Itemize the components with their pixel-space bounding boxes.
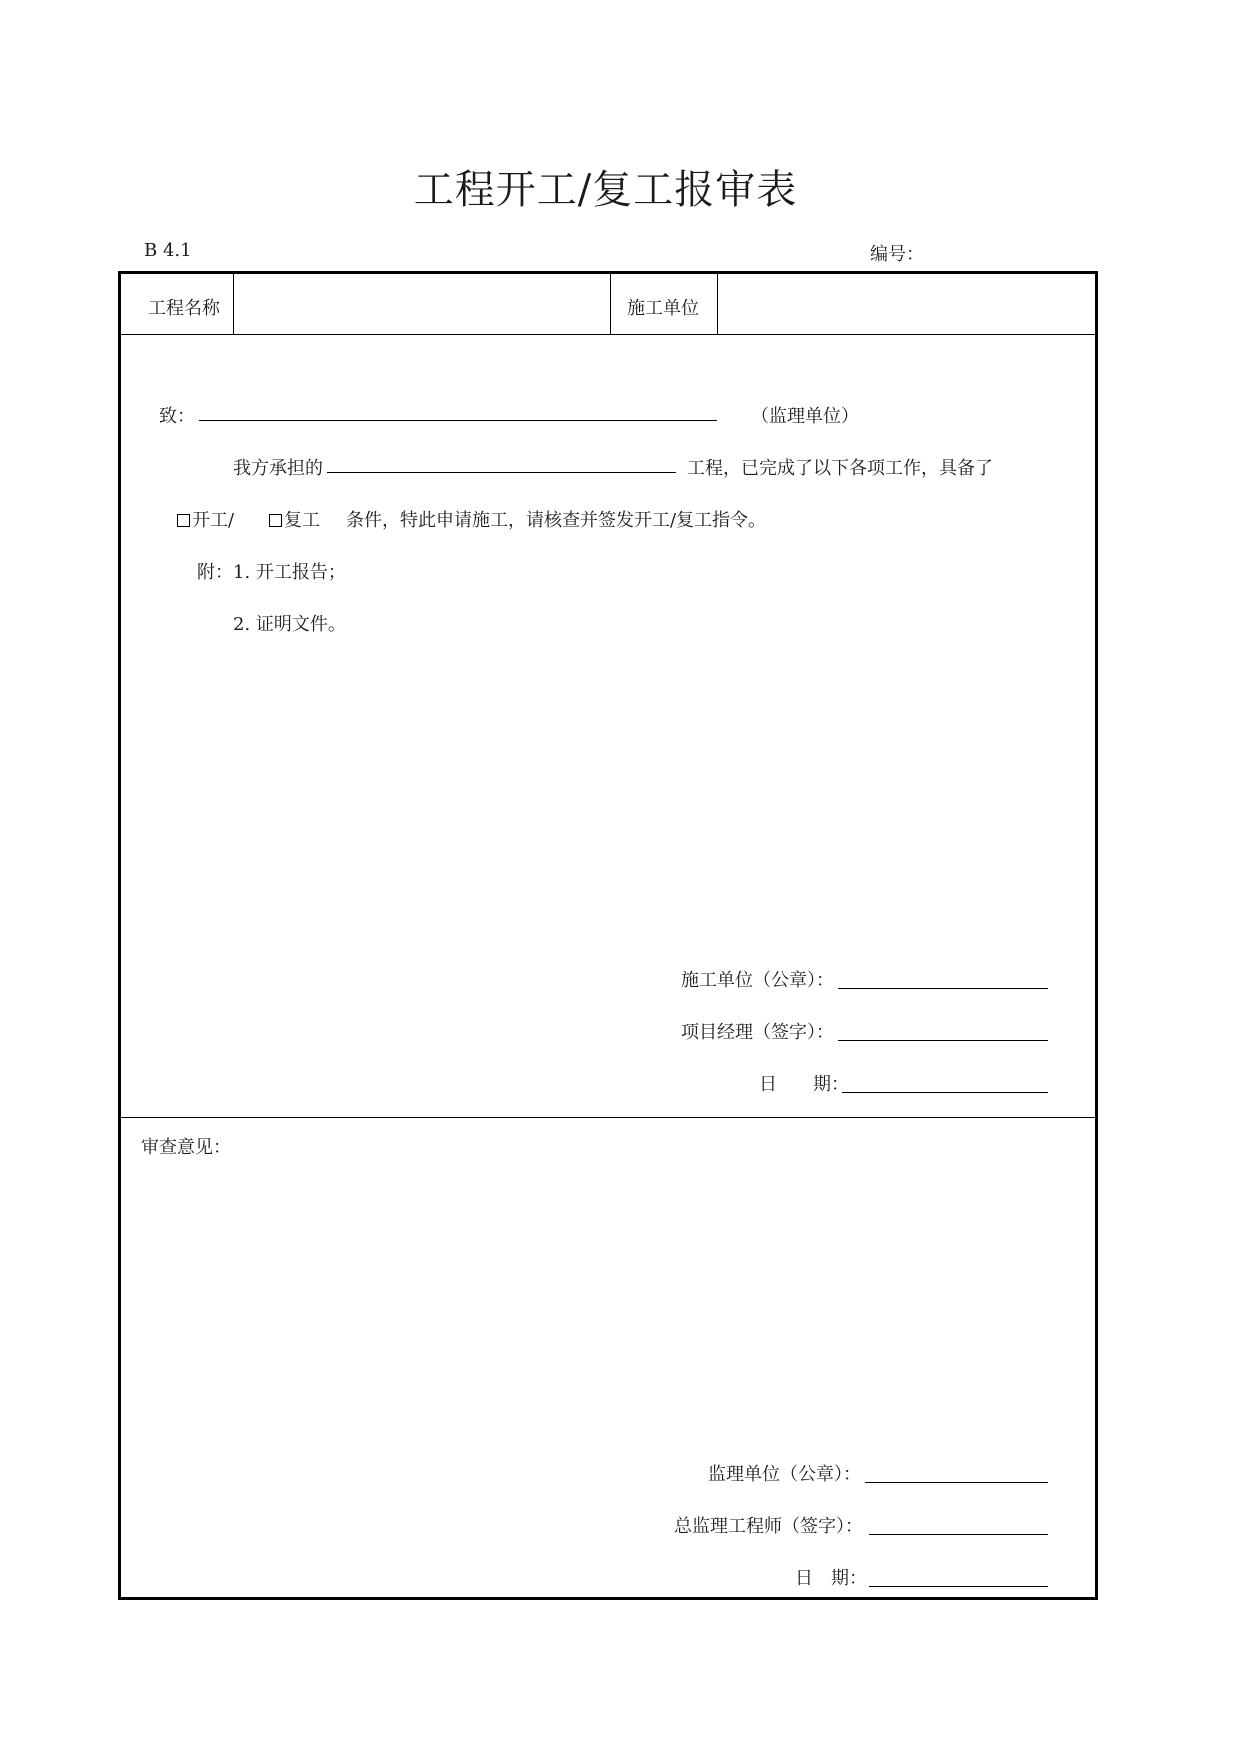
body-line2: 条件，特此申请施工，请核查并签发开工/复工指令。 (346, 510, 767, 531)
attachments-label: 附： (197, 562, 233, 583)
sign-chief-label: 总监理工程师（签字）： (674, 1516, 863, 1537)
supervisor-unit-field[interactable] (199, 420, 717, 421)
header-col-divider-2 (610, 274, 611, 334)
form-table (118, 271, 1098, 1600)
application-date-field[interactable] (842, 1092, 1048, 1093)
header-row-divider (121, 334, 1095, 335)
serial-number-label: 编号： (870, 244, 924, 265)
checkbox-start-label: 开工/ (192, 510, 235, 531)
review-opinion-label: 审查意见： (141, 1137, 231, 1158)
project-name-field[interactable] (237, 276, 607, 332)
review-date-label: 日 期： (795, 1568, 867, 1589)
section-divider (121, 1117, 1095, 1118)
supervisor-seal-field[interactable] (865, 1482, 1048, 1483)
supervisor-unit-suffix: （监理单位） (751, 406, 859, 427)
body-line1-suffix: 工程，已完成了以下各项工作，具备了 (687, 458, 993, 479)
header-col-divider-3 (717, 274, 718, 334)
review-opinion-field[interactable] (141, 1164, 1081, 1414)
sign-date-label: 日 期： (759, 1074, 849, 1095)
sign-supervisor-label: 监理单位（公章）： (708, 1464, 861, 1485)
contractor-field[interactable] (721, 276, 1093, 332)
form-title: 工程开工/复工报审表 (413, 167, 798, 213)
review-date-field[interactable] (869, 1586, 1048, 1587)
checkbox-resume[interactable] (269, 506, 320, 532)
checkbox-start-box[interactable] (177, 514, 190, 527)
checkbox-resume-label: 复工 (284, 510, 320, 531)
contractor-seal-field[interactable] (838, 988, 1048, 989)
checkbox-resume-box[interactable] (269, 514, 282, 527)
body-line1-prefix: 我方承担的 (233, 458, 323, 479)
checkbox-start[interactable] (177, 506, 234, 532)
attachment-2: 2. 证明文件。 (233, 614, 346, 635)
project-name-label: 工程名称 (148, 298, 220, 319)
header-col-divider-1 (233, 274, 234, 334)
sign-pm-label: 项目经理（签字）： (681, 1022, 834, 1043)
pm-signature-field[interactable] (838, 1040, 1048, 1041)
form-code: B 4.1 (144, 240, 192, 261)
sign-contractor-label: 施工单位（公章）： (681, 970, 834, 991)
chief-signature-field[interactable] (869, 1534, 1048, 1535)
to-label: 致： (159, 406, 195, 427)
contractor-label: 施工单位 (627, 298, 699, 319)
attachment-1: 1. 开工报告； (233, 562, 346, 583)
project-undertaken-field[interactable] (327, 472, 676, 473)
